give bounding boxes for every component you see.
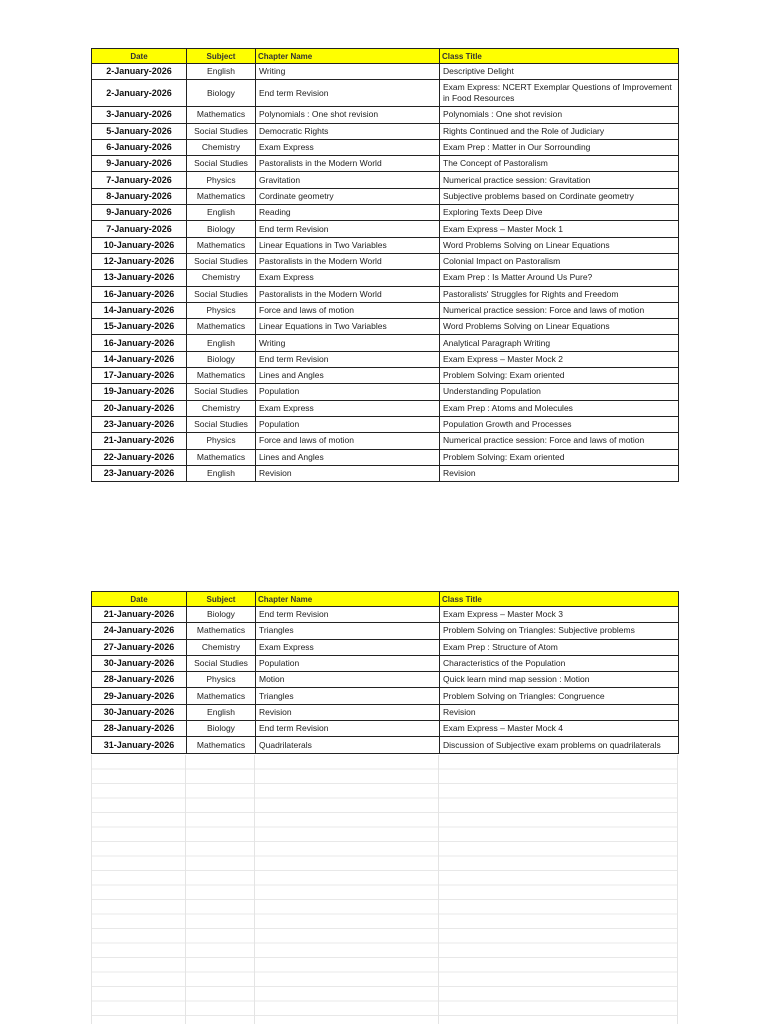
table-row <box>92 80 679 107</box>
subject-cell: Physics <box>187 172 256 188</box>
chapter-cell: Lines and Angles <box>256 368 440 384</box>
chapter-cell: Linear Equations in Two Variables <box>256 319 440 335</box>
chapter-cell: End term Revision <box>256 351 440 367</box>
title-cell: Problem Solving: Exam oriented <box>440 368 679 384</box>
table-row <box>92 433 679 449</box>
title-cell: Descriptive Delight <box>440 64 679 80</box>
date-cell: 30-January-2026 <box>92 655 187 671</box>
date-cell: 27-January-2026 <box>92 639 187 655</box>
table-body-1 <box>92 64 679 482</box>
chapter-cell: Quadrilaterals <box>256 737 440 753</box>
date-cell: 16-January-2026 <box>92 286 187 302</box>
subject-cell: English <box>187 704 256 720</box>
subject-cell: Physics <box>187 433 256 449</box>
header-subject: Subject <box>187 49 256 64</box>
table-row <box>92 172 679 188</box>
chapter-cell: Lines and Angles <box>256 449 440 465</box>
subject-cell: English <box>187 205 256 221</box>
subject-cell: Social Studies <box>187 655 256 671</box>
title-cell: Exam Prep : Atoms and Molecules <box>440 400 679 416</box>
table-row <box>92 253 679 269</box>
table-row <box>92 221 679 237</box>
chapter-cell: Democratic Rights <box>256 123 440 139</box>
header-date: Date <box>92 49 187 64</box>
date-cell: 7-January-2026 <box>92 221 187 237</box>
subject-cell: Mathematics <box>187 319 256 335</box>
date-cell: 30-January-2026 <box>92 704 187 720</box>
date-cell: 7-January-2026 <box>92 172 187 188</box>
chapter-cell: Writing <box>256 335 440 351</box>
title-cell: Exploring Texts Deep Dive <box>440 205 679 221</box>
date-cell: 8-January-2026 <box>92 188 187 204</box>
header-subject: Subject <box>187 592 256 607</box>
date-cell: 2-January-2026 <box>92 80 187 107</box>
title-cell: Population Growth and Processes <box>440 416 679 432</box>
chapter-cell: Pastoralists in the Modern World <box>256 253 440 269</box>
title-cell: Numerical practice session: Force and laws of motion <box>440 433 679 449</box>
table-row <box>92 465 679 481</box>
chapter-cell: Cordinate geometry <box>256 188 440 204</box>
date-cell: 21-January-2026 <box>92 433 187 449</box>
title-cell: Subjective problems based on Cordinate geometry <box>440 188 679 204</box>
table-row <box>92 205 679 221</box>
chapter-cell: Population <box>256 655 440 671</box>
subject-cell: Mathematics <box>187 188 256 204</box>
subject-cell: Social Studies <box>187 286 256 302</box>
table-body-2 <box>92 607 679 754</box>
date-cell: 13-January-2026 <box>92 270 187 286</box>
table-row <box>92 607 679 623</box>
schedule-table-1 <box>91 48 679 482</box>
subject-cell: English <box>187 465 256 481</box>
subject-cell: Biology <box>187 607 256 623</box>
chapter-cell: Writing <box>256 64 440 80</box>
title-cell: Revision <box>440 465 679 481</box>
date-cell: 28-January-2026 <box>92 721 187 737</box>
date-cell: 22-January-2026 <box>92 449 187 465</box>
table-row <box>92 139 679 155</box>
title-cell: Exam Express – Master Mock 1 <box>440 221 679 237</box>
header-date: Date <box>92 592 187 607</box>
chapter-cell: Revision <box>256 704 440 720</box>
table-row <box>92 237 679 253</box>
header-title: Class Title <box>440 592 679 607</box>
chapter-cell: End term Revision <box>256 80 440 107</box>
table-row <box>92 319 679 335</box>
subject-cell: Mathematics <box>187 623 256 639</box>
table-row <box>92 335 679 351</box>
title-cell: Rights Continued and the Role of Judiciary <box>440 123 679 139</box>
subject-cell: Social Studies <box>187 416 256 432</box>
title-cell: Characteristics of the Population <box>440 655 679 671</box>
table-row <box>92 639 679 655</box>
subject-cell: Mathematics <box>187 107 256 123</box>
subject-cell: Chemistry <box>187 270 256 286</box>
title-cell: Polynomials : One shot revision <box>440 107 679 123</box>
table-row <box>92 449 679 465</box>
chapter-cell: Population <box>256 384 440 400</box>
table-row <box>92 737 679 753</box>
title-cell: Exam Express – Master Mock 3 <box>440 607 679 623</box>
date-cell: 16-January-2026 <box>92 335 187 351</box>
table-row <box>92 688 679 704</box>
title-cell: Problem Solving: Exam oriented <box>440 449 679 465</box>
chapter-cell: Pastoralists in the Modern World <box>256 156 440 172</box>
date-cell: 21-January-2026 <box>92 607 187 623</box>
date-cell: 20-January-2026 <box>92 400 187 416</box>
title-cell: Exam Prep : Structure of Atom <box>440 639 679 655</box>
chapter-cell: Force and laws of motion <box>256 433 440 449</box>
subject-cell: Mathematics <box>187 688 256 704</box>
date-cell: 24-January-2026 <box>92 623 187 639</box>
date-cell: 31-January-2026 <box>92 737 187 753</box>
subject-cell: English <box>187 64 256 80</box>
chapter-cell: End term Revision <box>256 607 440 623</box>
empty-spreadsheet-grid <box>91 755 678 1024</box>
date-cell: 23-January-2026 <box>92 416 187 432</box>
chapter-cell: End term Revision <box>256 721 440 737</box>
chapter-cell: Exam Express <box>256 139 440 155</box>
subject-cell: Physics <box>187 302 256 318</box>
date-cell: 9-January-2026 <box>92 156 187 172</box>
chapter-cell: End term Revision <box>256 221 440 237</box>
subject-cell: Physics <box>187 672 256 688</box>
title-cell: The Concept of Pastoralism <box>440 156 679 172</box>
date-cell: 3-January-2026 <box>92 107 187 123</box>
table-row <box>92 156 679 172</box>
chapter-cell: Motion <box>256 672 440 688</box>
subject-cell: Social Studies <box>187 253 256 269</box>
chapter-cell: Revision <box>256 465 440 481</box>
title-cell: Exam Express – Master Mock 2 <box>440 351 679 367</box>
title-cell: Pastoralists' Struggles for Rights and Freedom <box>440 286 679 302</box>
table-row <box>92 384 679 400</box>
subject-cell: Biology <box>187 721 256 737</box>
title-cell: Exam Prep : Is Matter Around Us Pure? <box>440 270 679 286</box>
chapter-cell: Exam Express <box>256 639 440 655</box>
table-row <box>92 655 679 671</box>
subject-cell: Chemistry <box>187 139 256 155</box>
title-cell: Understanding Population <box>440 384 679 400</box>
subject-cell: Mathematics <box>187 737 256 753</box>
table-row <box>92 123 679 139</box>
title-cell: Word Problems Solving on Linear Equations <box>440 319 679 335</box>
chapter-cell: Force and laws of motion <box>256 302 440 318</box>
subject-cell: Biology <box>187 351 256 367</box>
date-cell: 23-January-2026 <box>92 465 187 481</box>
schedule-table-2 <box>91 591 679 754</box>
subject-cell: Mathematics <box>187 368 256 384</box>
date-cell: 9-January-2026 <box>92 205 187 221</box>
chapter-cell: Triangles <box>256 623 440 639</box>
table-row <box>92 351 679 367</box>
table-row <box>92 286 679 302</box>
header-chapter: Chapter Name <box>256 49 440 64</box>
table-row <box>92 721 679 737</box>
chapter-cell: Population <box>256 416 440 432</box>
date-cell: 15-January-2026 <box>92 319 187 335</box>
table-row <box>92 188 679 204</box>
subject-cell: Chemistry <box>187 400 256 416</box>
subject-cell: Social Studies <box>187 156 256 172</box>
chapter-cell: Triangles <box>256 688 440 704</box>
table-row <box>92 107 679 123</box>
date-cell: 5-January-2026 <box>92 123 187 139</box>
table-row <box>92 704 679 720</box>
title-cell: Quick learn mind map session : Motion <box>440 672 679 688</box>
table-row <box>92 302 679 318</box>
title-cell: Exam Express – Master Mock 4 <box>440 721 679 737</box>
date-cell: 19-January-2026 <box>92 384 187 400</box>
subject-cell: Social Studies <box>187 384 256 400</box>
table-row <box>92 416 679 432</box>
chapter-cell: Exam Express <box>256 400 440 416</box>
date-cell: 29-January-2026 <box>92 688 187 704</box>
title-cell: Exam Express: NCERT Exemplar Questions of Improvement in Food Resources <box>440 80 679 107</box>
title-cell: Numerical practice session: Force and laws of motion <box>440 302 679 318</box>
chapter-cell: Gravitation <box>256 172 440 188</box>
chapter-cell: Polynomials : One shot revision <box>256 107 440 123</box>
title-cell: Colonial Impact on Pastoralism <box>440 253 679 269</box>
date-cell: 28-January-2026 <box>92 672 187 688</box>
subject-cell: Mathematics <box>187 237 256 253</box>
subject-cell: Social Studies <box>187 123 256 139</box>
table-row <box>92 368 679 384</box>
title-cell: Word Problems Solving on Linear Equations <box>440 237 679 253</box>
header-chapter: Chapter Name <box>256 592 440 607</box>
table-header-row <box>92 592 679 607</box>
title-cell: Revision <box>440 704 679 720</box>
title-cell: Problem Solving on Triangles: Subjective problems <box>440 623 679 639</box>
table-header-row <box>92 49 679 64</box>
title-cell: Discussion of Subjective exam problems on quadrilaterals <box>440 737 679 753</box>
date-cell: 12-January-2026 <box>92 253 187 269</box>
subject-cell: Chemistry <box>187 639 256 655</box>
date-cell: 14-January-2026 <box>92 302 187 318</box>
table-row <box>92 623 679 639</box>
subject-cell: Biology <box>187 221 256 237</box>
date-cell: 10-January-2026 <box>92 237 187 253</box>
chapter-cell: Reading <box>256 205 440 221</box>
date-cell: 2-January-2026 <box>92 64 187 80</box>
title-cell: Analytical Paragraph Writing <box>440 335 679 351</box>
header-title: Class Title <box>440 49 679 64</box>
table-row <box>92 672 679 688</box>
subject-cell: English <box>187 335 256 351</box>
date-cell: 14-January-2026 <box>92 351 187 367</box>
table-row <box>92 400 679 416</box>
date-cell: 17-January-2026 <box>92 368 187 384</box>
table-row <box>92 270 679 286</box>
chapter-cell: Exam Express <box>256 270 440 286</box>
title-cell: Problem Solving on Triangles: Congruence <box>440 688 679 704</box>
subject-cell: Mathematics <box>187 449 256 465</box>
title-cell: Numerical practice session: Gravitation <box>440 172 679 188</box>
table-row <box>92 64 679 80</box>
chapter-cell: Pastoralists in the Modern World <box>256 286 440 302</box>
date-cell: 6-January-2026 <box>92 139 187 155</box>
subject-cell: Biology <box>187 80 256 107</box>
chapter-cell: Linear Equations in Two Variables <box>256 237 440 253</box>
title-cell: Exam Prep : Matter in Our Sorrounding <box>440 139 679 155</box>
